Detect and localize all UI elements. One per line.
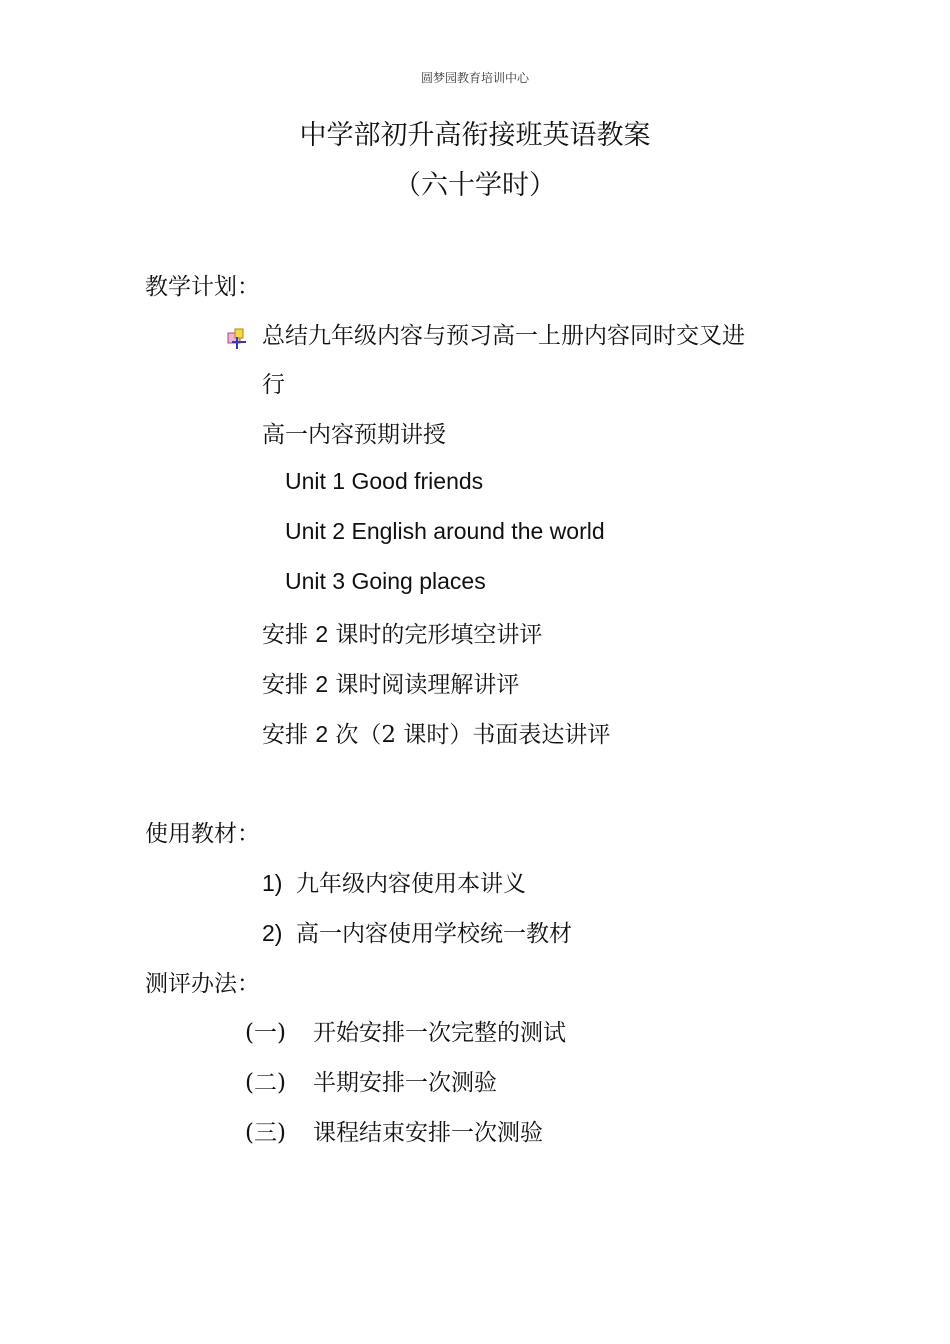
unit-item: Unit 2 English around the world: [285, 518, 605, 544]
plan-heading: 教学计划：: [145, 274, 260, 300]
flag-bullet-icon: [226, 327, 250, 349]
arrangement-item: 安排 2 课时的完形填空讲评: [262, 621, 543, 648]
evaluation-item: (二) 半期安排一次测验: [245, 1070, 497, 1096]
evaluation-item: (一) 开始安排一次完整的测试: [245, 1020, 566, 1046]
evaluation-item: (三) 课程结束安排一次测验: [245, 1120, 543, 1146]
plan-preview: 高一内容预期讲授: [262, 422, 446, 448]
material-item: 2) 高一内容使用学校统一教材: [262, 920, 572, 947]
page-header: 圆梦园教育培训中心: [420, 71, 529, 85]
arrangement-item: 安排 2 次（2 课时）书面表达讲评: [262, 721, 611, 748]
document-subtitle: （六十学时）: [394, 170, 556, 201]
materials-heading: 使用教材：: [145, 821, 260, 847]
material-item: 1) 九年级内容使用本讲义: [262, 870, 526, 897]
plan-bullet-line-1: 总结九年级内容与预习高一上册内容同时交叉进: [262, 323, 745, 349]
arrangement-item: 安排 2 课时阅读理解讲评: [262, 671, 520, 698]
plan-bullet-line-2: 行: [262, 372, 285, 398]
evaluation-heading: 测评办法：: [145, 971, 260, 997]
document-title: 中学部初升高衔接班英语教案: [299, 120, 651, 151]
unit-item: Unit 3 Going places: [285, 568, 486, 594]
unit-item: Unit 1 Good friends: [285, 468, 484, 494]
